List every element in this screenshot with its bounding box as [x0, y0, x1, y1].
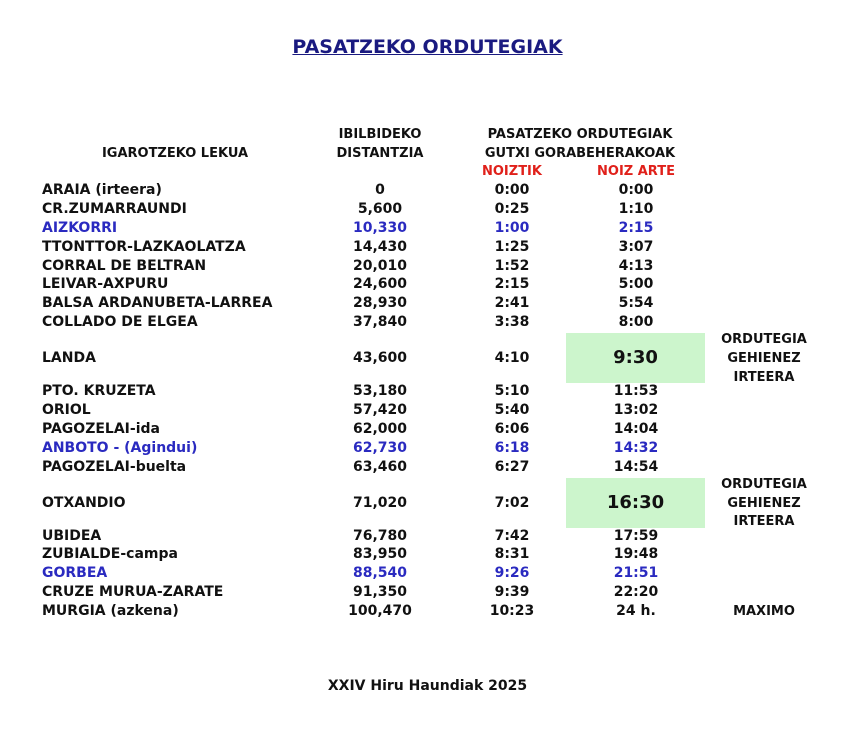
- header-distance-1: IBILBIDEKO: [338, 127, 422, 142]
- place-name: MURGIA (azkena): [42, 603, 179, 619]
- distance-value: 24,600: [352, 276, 408, 292]
- place-name: TTONTTOR-LAZKAOLATZA: [42, 239, 246, 255]
- header-to: NOIZ ARTE: [597, 164, 675, 179]
- cutoff-note-1: ORDUTEGIA: [721, 332, 807, 347]
- place-name: ORIOL: [42, 402, 91, 418]
- place-name: AIZKORRI: [42, 220, 118, 236]
- distance-value: 63,460: [352, 459, 408, 475]
- cutoff-time-otxandio: 16:30: [606, 492, 665, 513]
- table-row: [0, 257, 855, 276]
- distance-value: 57,420: [352, 402, 408, 418]
- place-name: PAGOZELAI-buelta: [42, 459, 187, 475]
- page-title: PASATZEKO ORDUTEGIAK: [292, 36, 563, 58]
- table-row: [0, 238, 855, 257]
- table-row: [0, 200, 855, 219]
- to-time: 17:59: [613, 528, 659, 544]
- place-name: CR.ZUMARRAUNDI: [42, 201, 187, 217]
- distance-value: 37,840: [352, 314, 408, 330]
- from-time: 10:23: [489, 603, 535, 619]
- header-distance-2: DISTANTZIA: [336, 146, 424, 161]
- header-times-1: PASATZEKO ORDUTEGIAK: [487, 127, 673, 142]
- to-time: 24 h.: [616, 603, 656, 619]
- from-time: 1:25: [494, 239, 530, 255]
- distance-value: 43,600: [352, 350, 408, 366]
- cutoff-note-3: IRTEERA: [733, 370, 795, 385]
- from-time: 6:27: [494, 459, 530, 475]
- from-time: 0:00: [494, 182, 530, 198]
- from-time: 2:41: [494, 295, 530, 311]
- distance-value: 10,330: [352, 220, 408, 236]
- table-row: [0, 219, 855, 238]
- to-time: 2:15: [618, 220, 654, 236]
- footer-text: XXIV Hiru Haundiak 2025: [327, 678, 528, 694]
- distance-value: 91,350: [352, 584, 408, 600]
- place-name: CRUZE MURUA-ZARATE: [42, 584, 224, 600]
- distance-value: 53,180: [352, 383, 408, 399]
- table-row: [0, 294, 855, 313]
- place-name: PAGOZELAI-ida: [42, 421, 160, 437]
- distance-value: 100,470: [348, 603, 412, 619]
- cutoff-note-2: GEHIENEZ: [727, 351, 801, 366]
- from-time: 8:31: [494, 546, 530, 562]
- from-time: 0:25: [494, 201, 530, 217]
- to-time: 4:13: [618, 258, 654, 274]
- from-time: 2:15: [494, 276, 530, 292]
- from-time: 1:00: [494, 220, 530, 236]
- header-times-2: GUTXI GORABEHERAKOAK: [484, 146, 676, 161]
- place-name: COLLADO DE ELGEA: [42, 314, 198, 330]
- distance-value: 28,930: [352, 295, 408, 311]
- distance-value: 14,430: [352, 239, 408, 255]
- place-name: LEIVAR-AXPURU: [42, 276, 169, 292]
- to-time: 1:10: [618, 201, 654, 217]
- distance-value: 62,000: [352, 421, 408, 437]
- table-row: [0, 181, 855, 200]
- distance-value: 62,730: [352, 440, 408, 456]
- table-row: [0, 564, 855, 583]
- from-time: 5:10: [494, 383, 530, 399]
- to-time: 8:00: [618, 314, 654, 330]
- from-time: 5:40: [494, 402, 530, 418]
- table-row: [0, 458, 855, 477]
- header-from: NOIZTIK: [482, 164, 542, 179]
- place-name: ANBOTO - (Agindui): [42, 440, 198, 456]
- place-name: CORRAL DE BELTRAN: [42, 258, 207, 274]
- from-time: 4:10: [494, 350, 530, 366]
- distance-value: 71,020: [352, 495, 408, 511]
- place-name: GORBEA: [42, 565, 108, 581]
- table-row: [0, 527, 855, 546]
- header-place: IGAROTZEKO LEKUA: [101, 146, 249, 161]
- place-name: PTO. KRUZETA: [42, 383, 156, 399]
- from-time: 6:18: [494, 440, 530, 456]
- to-time: 3:07: [618, 239, 654, 255]
- place-name: UBIDEA: [42, 528, 102, 544]
- to-time: 11:53: [613, 383, 659, 399]
- table-row: [0, 382, 855, 401]
- to-time: 14:54: [613, 459, 659, 475]
- from-time: 9:39: [494, 584, 530, 600]
- table-row: [0, 313, 855, 332]
- from-time: 6:06: [494, 421, 530, 437]
- to-time: 22:20: [613, 584, 659, 600]
- table-row: [0, 420, 855, 439]
- table-row: [0, 401, 855, 420]
- from-time: 7:42: [494, 528, 530, 544]
- table-row: [0, 545, 855, 564]
- from-time: 3:38: [494, 314, 530, 330]
- distance-value: 20,010: [352, 258, 408, 274]
- place-name: OTXANDIO: [42, 495, 126, 511]
- cutoff-time-landa: 9:30: [613, 347, 658, 368]
- from-time: 7:02: [494, 495, 530, 511]
- table-row: [0, 439, 855, 458]
- to-time: 19:48: [613, 546, 659, 562]
- distance-value: 5,600: [357, 201, 403, 217]
- place-name: ARAIA (irteera): [42, 182, 162, 198]
- place-name: BALSA ARDANUBETA-LARREA: [42, 295, 273, 311]
- place-name: ZUBIALDE-campa: [42, 546, 178, 562]
- to-time: 13:02: [613, 402, 659, 418]
- max-note: MAXIMO: [733, 604, 795, 619]
- distance-value: 0: [375, 182, 385, 198]
- cutoff-note-3: IRTEERA: [733, 514, 795, 529]
- to-time: 5:00: [618, 276, 654, 292]
- place-name: LANDA: [42, 350, 96, 366]
- distance-value: 88,540: [352, 565, 408, 581]
- cutoff-note-2: GEHIENEZ: [727, 496, 801, 511]
- to-time: 0:00: [618, 182, 654, 198]
- distance-value: 76,780: [352, 528, 408, 544]
- table-row: [0, 275, 855, 294]
- to-time: 14:32: [613, 440, 659, 456]
- to-time: 21:51: [613, 565, 659, 581]
- to-time: 14:04: [613, 421, 659, 437]
- table-row: [0, 583, 855, 602]
- table-row: [0, 602, 855, 621]
- distance-value: 83,950: [352, 546, 408, 562]
- cutoff-note-1: ORDUTEGIA: [721, 477, 807, 492]
- from-time: 9:26: [494, 565, 530, 581]
- to-time: 5:54: [618, 295, 654, 311]
- from-time: 1:52: [494, 258, 530, 274]
